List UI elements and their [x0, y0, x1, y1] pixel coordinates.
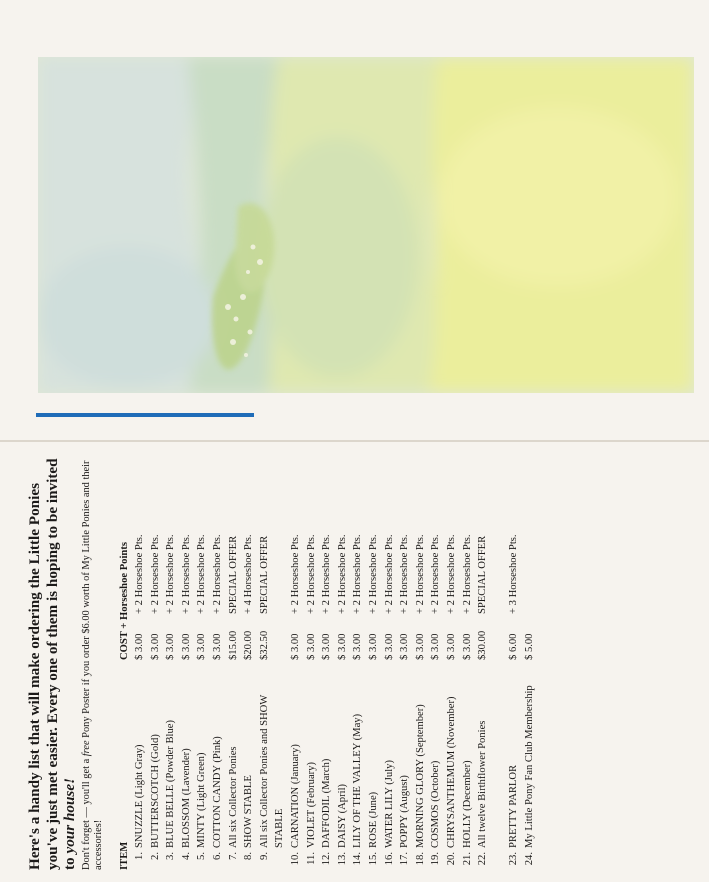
table-row: [148, 450, 164, 870]
row-points: + 2 Horseshoe Pts.: [399, 534, 411, 614]
row-item: All six Collector Ponies: [227, 746, 239, 848]
row-number: 17.: [399, 852, 411, 866]
row-cost: $ 3.00: [445, 633, 457, 660]
row-cost: $20.00: [243, 630, 255, 660]
row-number: 16.: [383, 852, 395, 866]
table-row: [366, 450, 382, 870]
row-number: 3.: [165, 852, 177, 860]
row-item: COSMOS (October): [430, 760, 442, 848]
table-row: [397, 450, 413, 870]
table-row: [460, 450, 476, 870]
row-points: SPECIAL OFFER: [227, 535, 239, 614]
row-cost: $ 3.00: [321, 633, 333, 660]
row-number: 20.: [445, 852, 457, 866]
row-item: SHOW STABLE: [243, 775, 255, 848]
row-item: DAFFODIL (March): [321, 758, 333, 848]
row-number: 9.: [258, 852, 270, 860]
table-row: [226, 450, 242, 870]
row-number: 5.: [196, 852, 208, 860]
row-cost: $ 3.00: [352, 633, 364, 660]
table-row: [350, 450, 366, 870]
row-item: LILY OF THE VALLEY (May): [352, 713, 364, 848]
row-cost: $32.50: [258, 630, 270, 660]
row-cost: $ 3.00: [383, 633, 395, 660]
row-points: + 2 Horseshoe Pts.: [336, 534, 348, 614]
table-row: [506, 450, 522, 870]
row-number: 14.: [352, 852, 364, 866]
table-row: [428, 450, 444, 870]
row-item: All twelve Birthflower Ponies: [477, 720, 489, 848]
table-row: [210, 450, 226, 870]
row-points: + 2 Horseshoe Pts.: [196, 534, 208, 614]
row-item: BLOSSOM (Lavender): [180, 748, 192, 848]
row-points: SPECIAL OFFER: [477, 535, 489, 614]
row-points: + 3 Horseshoe Pts.: [508, 534, 520, 614]
row-points: + 2 Horseshoe Pts.: [212, 534, 224, 614]
row-points: + 2 Horseshoe Pts.: [430, 534, 442, 614]
row-points: + 2 Horseshoe Pts.: [461, 534, 473, 614]
row-cost: $ 3.00: [180, 633, 192, 660]
row-points: + 2 Horseshoe Pts.: [165, 534, 177, 614]
row-cost: $ 3.00: [290, 633, 302, 660]
table-row: [163, 450, 179, 870]
row-points: + 2 Horseshoe Pts.: [414, 534, 426, 614]
row-item: WATER LILY (July): [383, 760, 395, 848]
row-number: 4.: [180, 852, 192, 860]
row-points: + 2 Horseshoe Pts.: [383, 534, 395, 614]
row-number: 15.: [368, 852, 379, 866]
table-row: [257, 450, 288, 870]
row-number: 12.: [321, 852, 333, 866]
price-table: [117, 450, 554, 870]
table-row: [522, 450, 553, 870]
row-item: BUTTERSCOTCH (Gold): [149, 734, 161, 848]
row-number: 23.: [508, 852, 520, 866]
subtext-free: free: [80, 740, 92, 757]
row-points: + 2 Horseshoe Pts.: [180, 534, 192, 614]
row-cost: $ 3.00: [134, 633, 146, 660]
table-row: [288, 450, 304, 870]
row-number: 18.: [414, 852, 426, 866]
header-item: ITEM: [118, 841, 130, 870]
row-cost: $ 3.00: [149, 633, 161, 660]
row-points: + 4 Horseshoe Pts.: [243, 534, 255, 614]
table-row: [132, 450, 148, 870]
row-cost: $ 3.00: [399, 633, 411, 660]
row-points: + 2 Horseshoe Pts.: [290, 534, 302, 614]
row-cost: $ 3.00: [196, 633, 208, 660]
row-cost: $ 3.00: [212, 633, 224, 660]
row-cost: $ 3.00: [305, 633, 317, 660]
row-item: All six Collector Ponies and SHOW STABLE: [258, 694, 286, 848]
table-row: [413, 450, 429, 870]
row-item: ROSE (June): [368, 791, 379, 848]
row-points: + 2 Horseshoe Pts.: [352, 534, 364, 614]
row-points: + 2 Horseshoe Pts.: [305, 534, 317, 614]
row-item: CARNATION (January): [290, 744, 302, 848]
row-cost: $30.00: [477, 630, 489, 660]
headline-emphasis: your house!: [61, 778, 78, 854]
row-points: + 2 Horseshoe Pts.: [134, 534, 146, 614]
row-item: HOLLY (December): [461, 760, 473, 848]
row-number: 13.: [336, 852, 348, 866]
subtext-end: Pony Poster if you order $6.00 worth of My Little Ponies and their accessories!: [80, 460, 104, 870]
row-cost: $ 5.00: [523, 633, 535, 660]
row-item: POPPY (August): [399, 775, 411, 848]
row-item: DAISY (April): [336, 783, 348, 848]
table-body: [132, 450, 553, 870]
row-item: CHRYSANTHEMUM (November): [445, 696, 457, 848]
row-item: VIOLET (February): [305, 762, 317, 848]
row-number: 7.: [227, 852, 239, 860]
row-points: + 2 Horseshoe Pts.: [368, 534, 379, 614]
row-number: 24.: [523, 852, 535, 866]
headline: [26, 450, 79, 870]
row-item: COTTON CANDY (Pink): [212, 736, 224, 848]
row-item: My Little Pony Fan Club Membership: [523, 685, 535, 848]
table-row: [382, 450, 398, 870]
table-row: [179, 450, 195, 870]
subtext-start: Don't forget — you'll get a: [80, 756, 92, 870]
row-points: + 2 Horseshoe Pts.: [321, 534, 333, 614]
row-number: 8.: [243, 852, 255, 860]
row-cost: $ 3.00: [414, 633, 426, 660]
table-row: [335, 450, 351, 870]
subtext: [81, 450, 105, 870]
table-row: [241, 450, 257, 870]
row-item: MINTY (Light Green): [196, 752, 208, 848]
headline-text: Here's a handy list that will make ordering the Little Ponies you've just met easier. Every one of them is hoping to be invited to: [26, 458, 78, 870]
row-number: 21.: [461, 852, 473, 866]
watercolor-painting: [38, 57, 694, 393]
order-list-panel: [0, 442, 640, 882]
table-row: [319, 450, 335, 870]
table-row: [304, 450, 320, 870]
row-points: + 2 Horseshoe Pts.: [445, 534, 457, 614]
table-row: [444, 450, 460, 870]
row-number: 2.: [149, 852, 161, 860]
row-cost: $ 6.00: [508, 633, 520, 660]
row-item: SNUZZLE (Light Gray): [134, 744, 146, 848]
accent-bar: [36, 413, 254, 417]
row-number: 6.: [212, 852, 224, 860]
row-item: MORNING GLORY (September): [414, 704, 426, 848]
row-points: [522, 450, 553, 614]
table-row: [475, 450, 506, 870]
table-header: [117, 450, 133, 870]
row-item: BLUE BELLE (Powder Blue): [165, 720, 177, 848]
table-row: [194, 450, 210, 870]
row-points: SPECIAL OFFER: [258, 535, 270, 614]
row-item: PRETTY PARLOR: [508, 764, 520, 848]
row-number: 19.: [430, 852, 442, 866]
row-number: 22.: [477, 852, 489, 866]
row-number: 11.: [305, 852, 317, 865]
header-cost: COST + Horseshoe Points: [118, 542, 130, 660]
row-cost: $15.00: [227, 630, 239, 660]
row-cost: $ 3.00: [165, 633, 177, 660]
row-cost: $ 3.00: [430, 633, 442, 660]
row-number: 1.: [134, 852, 146, 860]
row-number: 10.: [290, 852, 302, 866]
row-cost: $ 3.00: [336, 633, 348, 660]
row-cost: $ 3.00: [461, 633, 473, 660]
row-points: + 2 Horseshoe Pts.: [149, 534, 161, 614]
row-cost: $ 3.00: [368, 633, 379, 660]
